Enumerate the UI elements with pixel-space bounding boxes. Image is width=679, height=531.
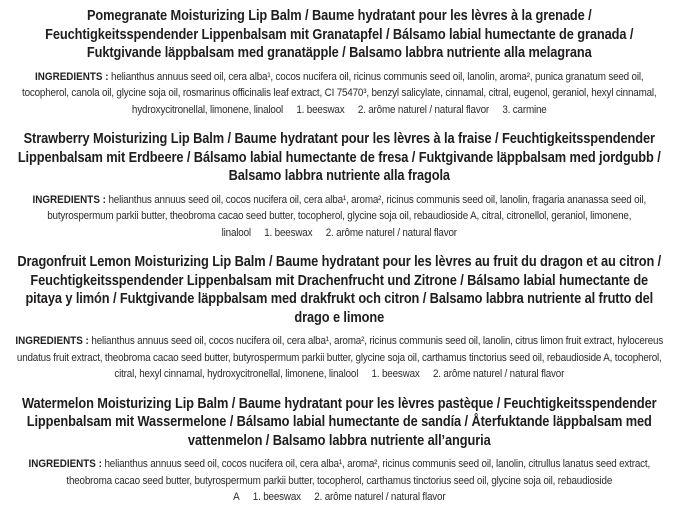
section-pomegranate <box>5 7 674 118</box>
product-title-pomegranate: Pomegranate Moisturizing Lip Balm / Baume hydratant pour les lèvres à la grenade / Feuchtigkeitsspendender Lippenbalsam mit Granatapfel / Bálsamo labial humectante de granada / Fuktgivande läppbalsam med granatäpple / Balsamo labbra nutriente alla melagrana <box>45 8 634 61</box>
ingredients-text: helianthus annuus seed oil, cocos nucifera oil, cera alba¹, aroma², ricinus communis seed oil, lanolin, citrus limon fruit extract, hylocereus undatus fruit extract, theobroma cacao seed butter, butyrospermum parkii butter, glycine soja oil, carthamus tinctorius seed oil, rebaudioside A, tocopherol, citral, hexyl cinnamal, hydroxycitronellal, limonene, linalool <box>16 335 664 380</box>
ingredients-text: helianthus annuus seed oil, cera alba¹, cocos nucifera oil, ricinus communis seed oil, lanolin, aroma², punica granatum seed oil, tocopherol, canola oil, glycine soja oil, rosmarinus officinalis leaf extract, CI 75470³, benzyl salicylate, cinnamal, citral, eugenol, geraniol, hexyl cinnamal, hydroxycitronellal, limonene, linalool <box>22 70 657 116</box>
footnote-beeswax: 1. beeswax <box>264 226 313 239</box>
ingredients-text: helianthus annuus seed oil, cocos nucifera oil, cera alba¹, aroma², ricinus communis seed oil, lanolin, fragaria ananassa seed oil, butyrospermum parkii butter, theobroma cacao seed butter, tocopherol, glycine soja oil, rebaudioside A, citral, citronellol, geraniol, limonene, linalool <box>47 193 647 239</box>
product-title-strawberry: Strawberry Moisturizing Lip Balm / Baume hydratant pour les lèvres à la fraise / Feuchtigkeitsspendender Lippenbalsam mit Erdbeere / Bálsamo labial humectante de fresa / Fuktgivande läppbalsam med jordgubb / Balsamo labbra nutriente alla fragola <box>17 131 661 184</box>
ingredients-paragraph <box>12 192 666 242</box>
ingredients-paragraph <box>12 456 666 506</box>
footnote-natural-flavor: 2. arôme naturel / natural flavor <box>432 368 565 380</box>
section-watermelon <box>5 395 674 506</box>
ingredients-label: INGREDIENTS : <box>15 335 89 347</box>
section-strawberry <box>5 130 674 241</box>
ingredients-paragraph <box>12 69 666 119</box>
footnote-natural-flavor: 2. arôme naturel / natural flavor <box>314 491 446 503</box>
ingredients-paragraph <box>12 333 666 383</box>
footnote-beeswax: 1. beeswax <box>296 103 345 116</box>
footnote-carmine: 3. carmine <box>502 103 547 116</box>
ingredients-label: INGREDIENTS : <box>32 193 106 206</box>
footnote-natural-flavor: 2. arôme naturel / natural flavor <box>325 226 457 239</box>
section-dragonfruit-lemon <box>5 253 674 383</box>
ingredients-label: INGREDIENTS : <box>35 70 109 83</box>
ingredients-label: INGREDIENTS : <box>28 458 102 470</box>
ingredients-text: helianthus annuus seed oil, cocos nucifera oil, cera alba¹, aroma², ricinus communis seed oil, lanolin, citrullus lanatus seed extract, theobroma cacao seed butter, butyrospermum parkii butter, tocopherol, carthamus tinctorius seed oil, glycine soja oil, rebaudioside A <box>66 458 651 503</box>
footnote-natural-flavor: 2. arôme naturel / natural flavor <box>357 103 490 116</box>
product-title-dragonfruit-lemon: Dragonfruit Lemon Moisturizing Lip Balm / Baume hydratant pour les lèvres au fruit du dragon et au citron / Feuchtigkeitsspendender Lippenbalsam mit Drachenfrucht und Zitrone / Bálsamo labial humectante de pitaya y limón / Fuktgivande läppbalsam med drakfrukt och citron / Balsamo labbra nutriente al frutto del drago e limone <box>17 254 662 326</box>
product-title-watermelon: Watermelon Moisturizing Lip Balm / Baume hydratant pour les lèvres pastèque / Feuchtigkeitsspendender Lippenbalsam mit Wassermelone / Bálsamo labial humectante de sandía / Återfuktande läppbalsam med vattenmelon / Balsamo labbra nutriente all’anguria <box>21 395 657 449</box>
footnote-beeswax: 1. beeswax <box>252 491 301 503</box>
footnote-beeswax: 1. beeswax <box>371 368 420 380</box>
